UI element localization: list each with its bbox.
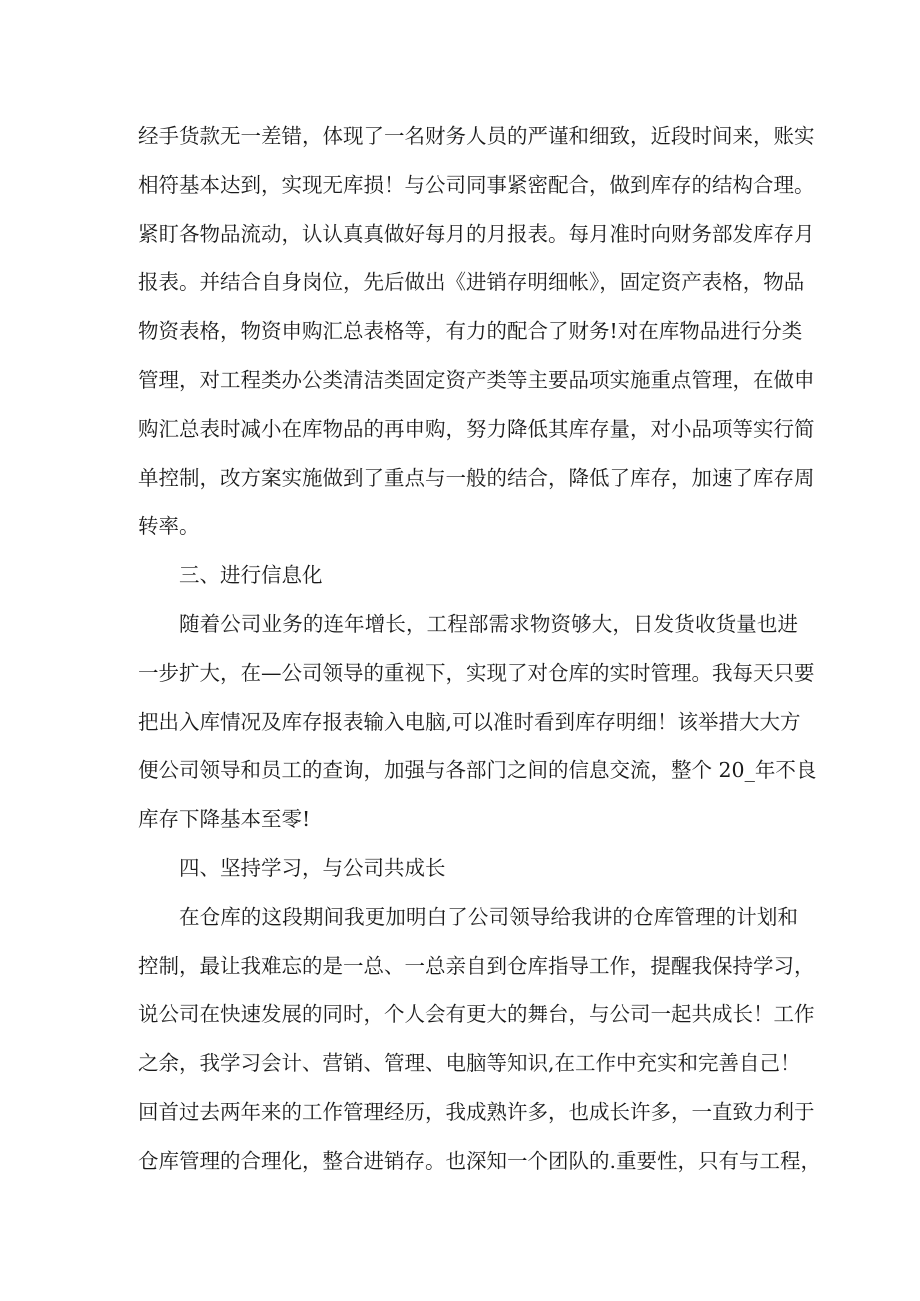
text-line: 管理，对工程类办公类清洁类固定资产类等主要品项实施重点管理，在做申 <box>138 367 815 392</box>
text-line: 一步扩大，在—公司领导的重视下，实现了对仓库的实时管理。我每天只要 <box>138 660 815 685</box>
text-line: 单控制，改方案实施做到了重点与一般的结合，降低了库存，加速了库存周 <box>138 465 815 490</box>
text-line: 紧盯各物品流动，认认真真做好每月的月报表。每月准时向财务部发库存月 <box>138 221 815 246</box>
text-line: 仓库管理的合理化，整合进销存。也深知一个团队的.重要性，只有与工程， <box>138 1148 822 1173</box>
text-line: 回首过去两年来的工作管理经历，我成熟许多，也成长许多，一直致力利于 <box>138 1099 815 1124</box>
text-line: 购汇总表时减小在库物品的再申购，努力降低其库存量，对小品项等实行简 <box>138 416 815 441</box>
text-line: 之余，我学习会计、营销、管理、电脑等知识,在工作中充实和完善自己！ <box>138 1051 801 1076</box>
text-line: 随着公司业务的连年增长，工程部需求物资够大，日发货收货量也进 <box>179 611 798 636</box>
text-line: 控制，最让我难忘的是一总、一总亲自到仓库指导工作，提醒我保持学习， <box>138 953 815 978</box>
text-line: 三、进行信息化 <box>179 563 323 588</box>
text-line: 便公司领导和员工的查询，加强与各部门之间的信息交流，整个 20_年不良 <box>138 758 817 783</box>
text-line: 把出入库情况及库存报表输入电脑,可以准时看到库存明细！该举措大大方 <box>138 709 801 734</box>
text-line: 库存下降基本至零! <box>138 807 311 832</box>
document-body <box>138 112 822 1186</box>
text-line: 物资表格，物资申购汇总表格等，有力的配合了财务!对在库物品进行分类 <box>138 319 803 344</box>
text-line: 转率。 <box>138 514 200 539</box>
text-line: 说公司在快速发展的同时，个人会有更大的舞台，与公司一起共成长！工作 <box>138 1002 815 1027</box>
text-line: 在仓库的这段期间我更加明白了公司领导给我讲的仓库管理的计划和 <box>179 904 798 929</box>
text-line: 相符基本达到，实现无库损！与公司同事紧密配合，做到库存的结构合理。 <box>138 172 815 197</box>
text-line: 经手货款无一差错，体现了一名财务人员的严谨和细致，近段时间来，账实 <box>138 124 815 148</box>
text-line: 四、坚持学习，与公司共成长 <box>179 855 446 880</box>
text-line: 报表。并结合自身岗位，先后做出《进销存明细帐》，固定资产表格，物品 <box>138 270 805 295</box>
